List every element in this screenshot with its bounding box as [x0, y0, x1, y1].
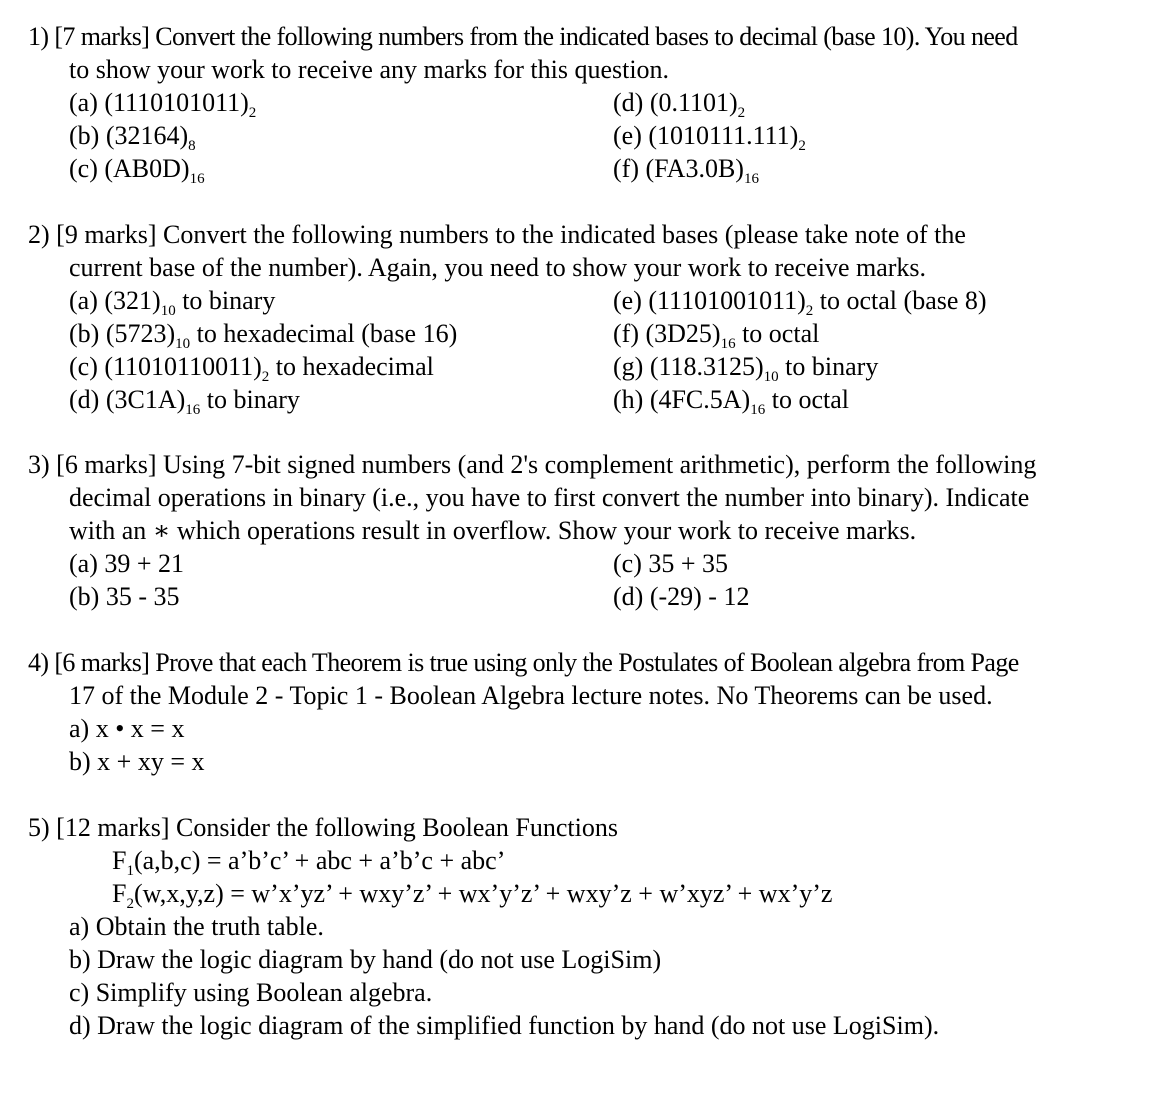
question-3-right-column [613, 547, 749, 613]
q3-part-a: (a) 39 + 21 [69, 549, 185, 578]
q2-part-a: (a) $(321)_{10}$ to binary [69, 286, 276, 319]
q2-part-c: (c) $(11010110011)_2$ to hexadecimal [69, 352, 434, 385]
function-f2: $F_2(w,x,y,z)$ = w’x’yz’ + wxy’z’ + wx’y’z’ + wxy’z + w’xyz’ + wx’y’z [112, 879, 833, 912]
question-3-continuation-1: decimal operations in binary (i.e., you have to first convert the number into binary). Indicate [69, 483, 1030, 512]
q3-part-b: (b) 35 - 35 [69, 582, 180, 611]
q1-part-c: (c) $(AB0D)_{16}$ [69, 154, 205, 187]
q3-part-c: (c) 35 + 35 [613, 549, 729, 578]
q1-part-b: (b) $(32164)_8$ [69, 121, 196, 154]
q5-part-a: a) Obtain the truth table. [69, 912, 324, 941]
question-3-left-column [69, 547, 184, 613]
q4-part-a: a) x • x = x [69, 714, 185, 743]
q2-part-g: (g) $(118.3125)_{10}$ to binary [613, 352, 879, 385]
question-1-parts [28, 86, 1128, 185]
question-2-right-column [613, 284, 987, 416]
q2-part-h: (h) $(4FC.5A)_{16}$ to octal [613, 385, 849, 418]
question-1-continuation: to show your work to receive any marks for this question. [69, 55, 670, 84]
question-3 [28, 448, 1128, 613]
q5-part-b: b) Draw the logic diagram by hand (do not use LogiSim) [69, 945, 662, 974]
question-2 [28, 218, 1128, 416]
q5-part-d: d) Draw the logic diagram of the simplified function by hand (do not use LogiSim). [69, 1011, 940, 1040]
q2-part-f: (f) $(3D25)_{16}$ to octal [613, 319, 820, 352]
q3-part-d: (d) (-29) - 12 [613, 582, 750, 611]
q5-part-c: c) Simplify using Boolean algebra. [69, 978, 433, 1007]
q4-part-b: b) x + xy = x [69, 747, 205, 776]
question-3-heading: 3) [6 marks] Using 7-bit signed numbers (and 2's complement arithmetic), perform the following [28, 450, 1037, 479]
question-4-heading: 4) [6 marks] Prove that each Theorem is true using only the Postulates of Boolean algebra from Page [28, 648, 1019, 677]
q2-part-b: (b) $(5723)_{10}$ to hexadecimal (base 16) [69, 319, 458, 352]
function-f1: $F_1(a,b,c)$ = a’b’c’ + abc + a’b’c + abc’ [112, 846, 506, 879]
question-3-continuation-2: with an ∗ which operations result in overflow. Show your work to receive marks. [69, 516, 917, 545]
q1-part-f: (f) $(FA3.0B)_{16}$ [613, 154, 759, 187]
question-2-parts [28, 284, 1128, 416]
question-2-left-column [69, 284, 457, 416]
q2-part-e: (e) $(11101001011)_2$ to octal (base 8) [613, 286, 987, 319]
question-4 [28, 646, 1128, 778]
question-1 [28, 20, 1128, 185]
q2-part-d: (d) $(3C1A)_{16}$ to binary [69, 385, 300, 418]
question-5 [28, 811, 1128, 1042]
q1-part-e: (e) $(1010111.111)_2$ [613, 121, 806, 154]
question-5-heading: 5) [12 marks] Consider the following Boolean Functions [28, 813, 618, 842]
q1-part-d: (d) $(0.1101)_2$ [613, 88, 746, 121]
question-2-heading: 2) [9 marks] Convert the following numbers to the indicated bases (please take note of the [28, 220, 966, 249]
question-1-right-column [613, 86, 806, 185]
question-4-continuation: 17 of the Module 2 - Topic 1 - Boolean Algebra lecture notes. No Theorems can be used. [69, 681, 993, 710]
question-3-parts [28, 547, 1128, 613]
question-1-left-column [69, 86, 256, 185]
question-1-heading: 1) [7 marks] Convert the following numbers from the indicated bases to decimal (base 10). You need [28, 22, 1018, 51]
q1-part-a: (a) $(1110101011)_2$ [69, 88, 257, 121]
question-2-continuation: current base of the number). Again, you need to show your work to receive marks. [69, 253, 927, 282]
